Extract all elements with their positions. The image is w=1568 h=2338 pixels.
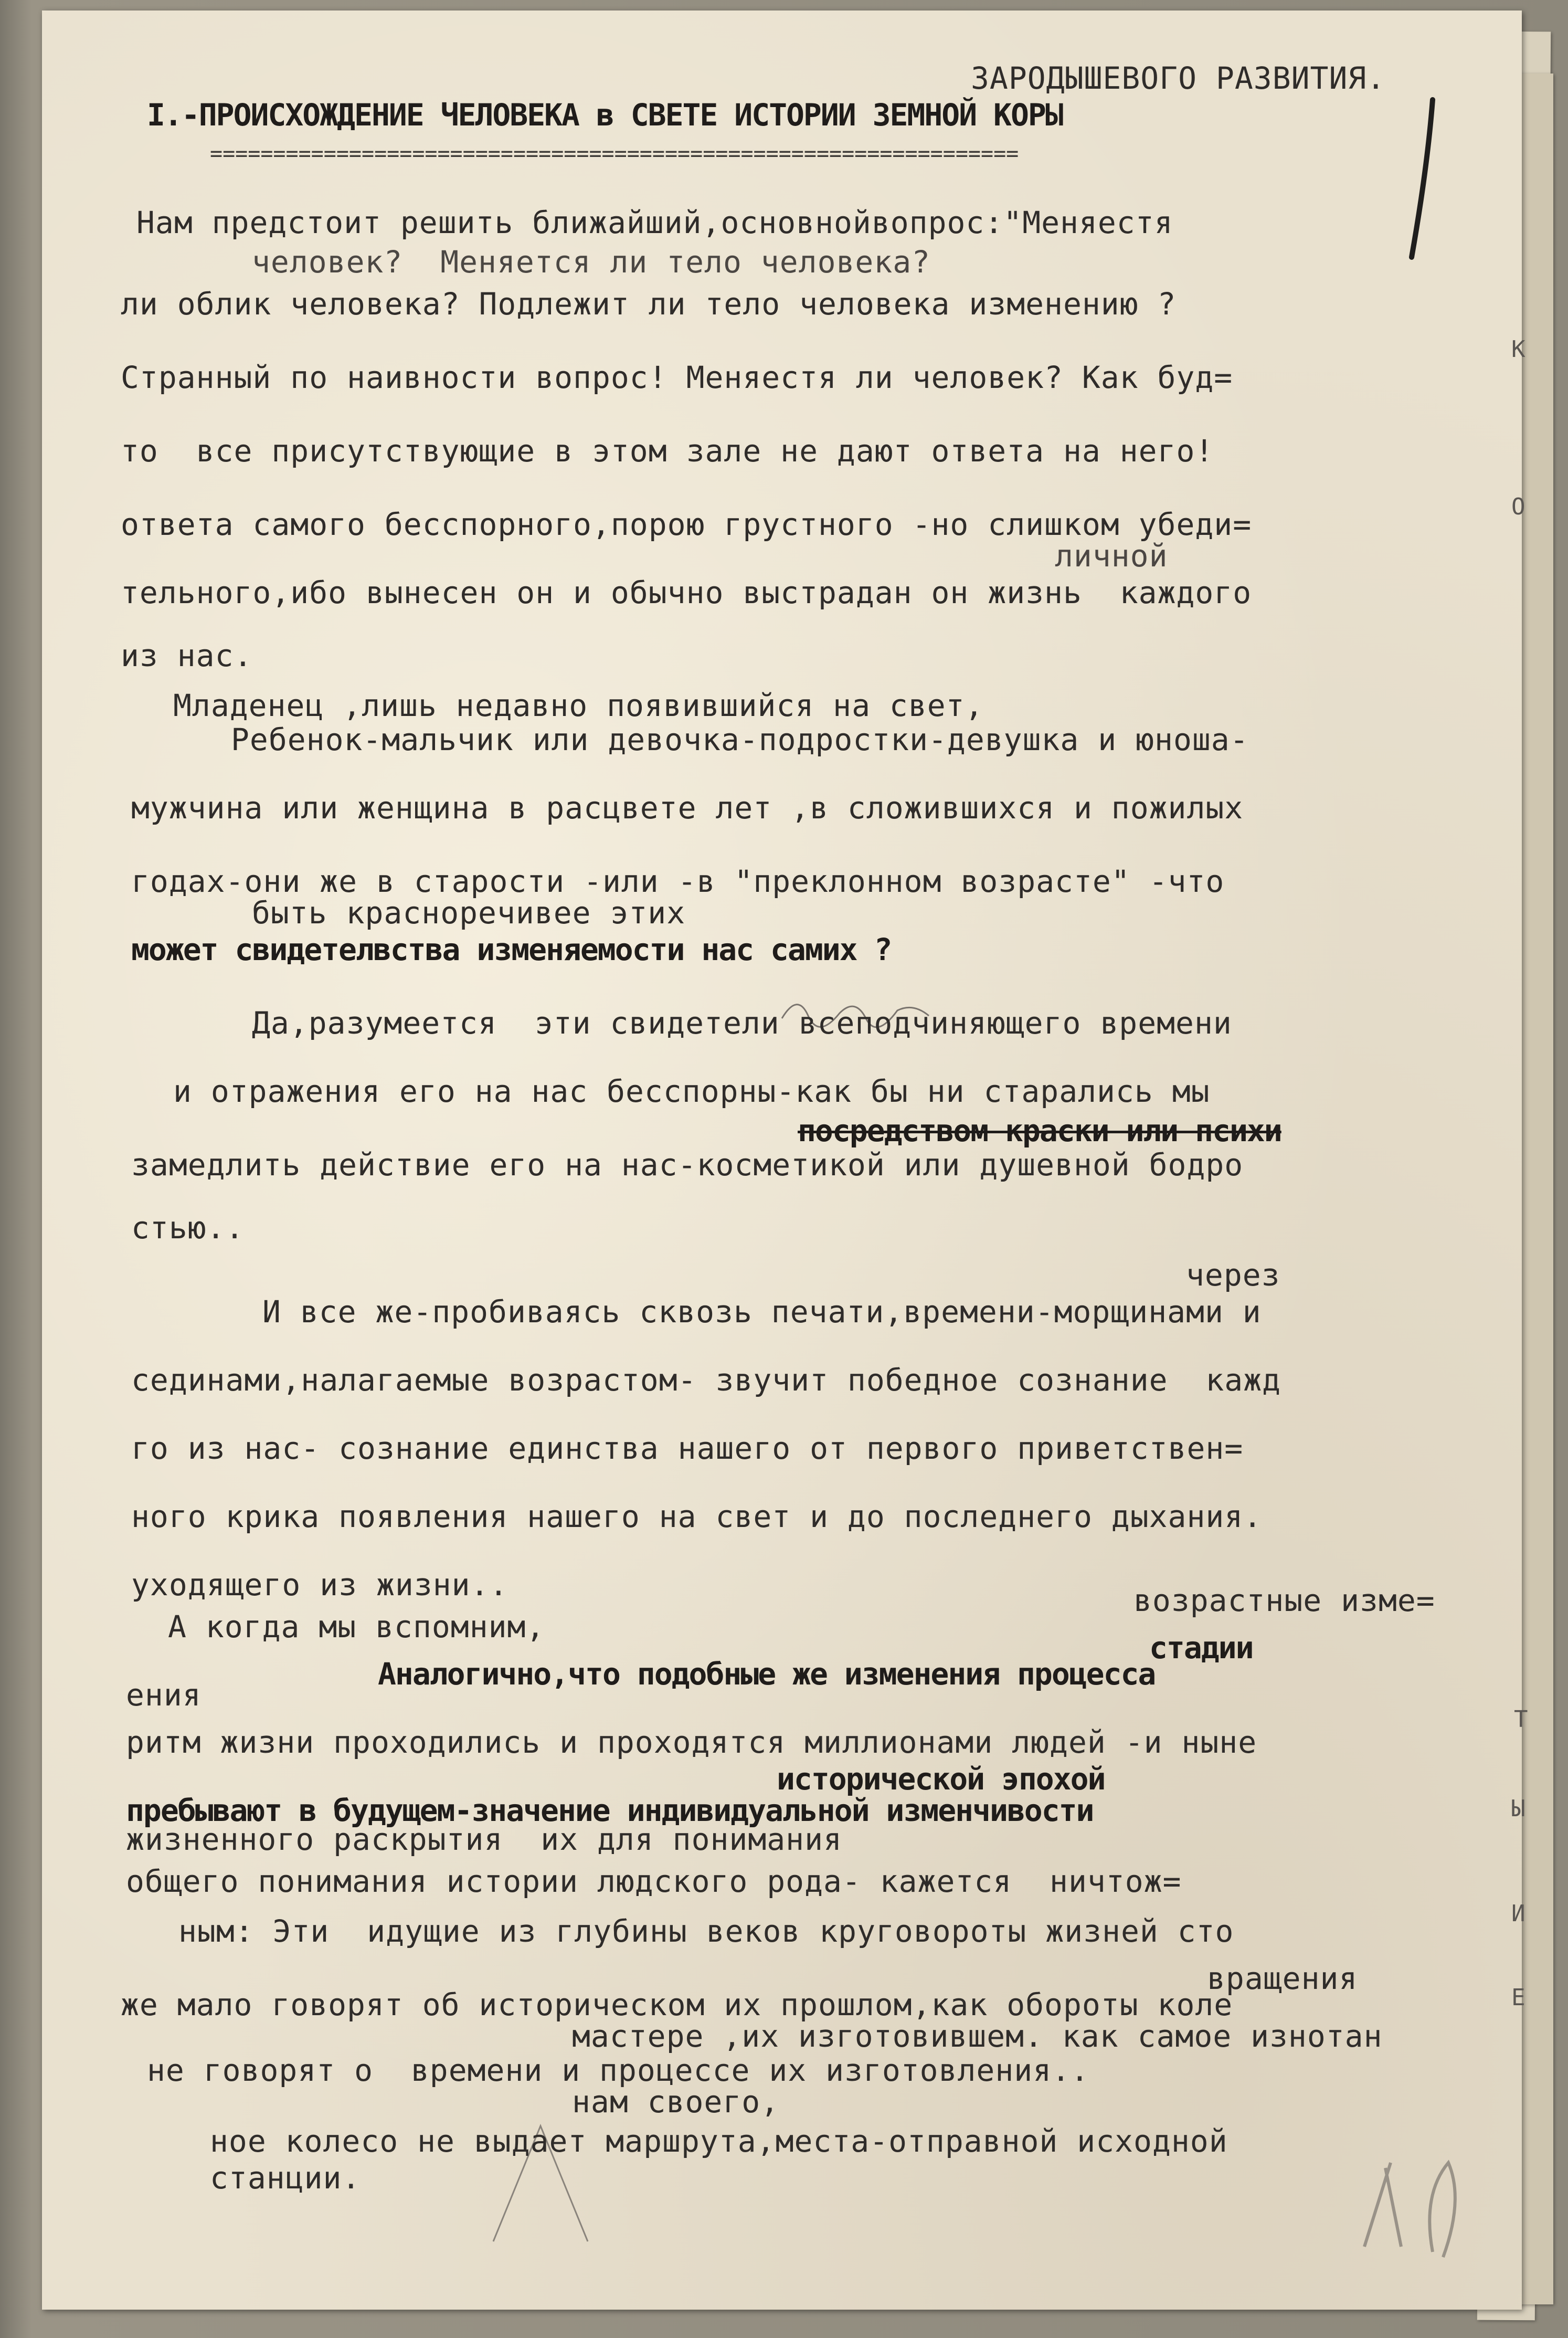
- text-line: Аналогично,что подобные же изменения процесса: [378, 1656, 1156, 1692]
- text-line: И все же-пробиваясь сквозь печати,времени-морщинами и: [262, 1294, 1262, 1330]
- text-line: станции.: [210, 2160, 361, 2196]
- text-line-insert: через: [1186, 1257, 1280, 1293]
- text-line: сединами,налагаемые возрастом- звучит победное сознание кажд: [131, 1362, 1281, 1398]
- text-line: уходящего из жизни..: [131, 1567, 508, 1603]
- text-line-insert: нам своего,: [572, 2084, 780, 2120]
- text-line: ным: Эти идущие из глубины веков круговороты жизней сто: [178, 1913, 1234, 1949]
- text-line: мужчина или женщина в расцвете лет ,в сложившихся и пожилых: [131, 790, 1244, 826]
- text-line: ритм жизни проходились и проходятся миллиoнами людей -и ныне: [126, 1724, 1257, 1760]
- text-line: мастере ,их изготовившем. как самое изнотан: [572, 2018, 1383, 2054]
- underlying-page-letter: Е: [1511, 1984, 1525, 2011]
- text-line: общего понимания истории людского рода- кажется ничтож=: [126, 1863, 1182, 1899]
- text-line: из нас.: [121, 638, 253, 673]
- text-line: же мало говорят об историческом их прошлом,как оборoты коле: [121, 1987, 1233, 2023]
- underlying-page-letter: Ы: [1511, 1795, 1525, 1822]
- page-mark-stroke: [1385, 94, 1448, 268]
- text-line: ответа самого бесспорного,порою грустного -но слишком убеди=: [121, 507, 1252, 542]
- text-line: Да,разумеется эти свидетели всеподчиняющего времени: [252, 1005, 1232, 1041]
- text-line-struck: посредством краски или психи: [798, 1113, 1281, 1149]
- text-line: ное колесо не выдает маршрута,места-отправной исходной: [210, 2123, 1228, 2159]
- page-number-handwritten: [1343, 2131, 1480, 2268]
- text-line: Странный по наивности вопрос! Меняестя ли человек? Как буд=: [121, 360, 1233, 395]
- title-underline: ================================================================: [210, 142, 1019, 166]
- underlying-page-letter: И: [1511, 1900, 1525, 1927]
- text-line: то все присутствующие в этом зале не дают ответа на него!: [121, 433, 1214, 469]
- text-line-insert: возрастные изме=: [1133, 1583, 1435, 1618]
- underlying-page-letter: Т: [1514, 1706, 1528, 1733]
- typewritten-page: [42, 10, 1522, 2310]
- underlying-page-letter: К: [1511, 336, 1525, 363]
- text-line: ного крика появления нашего на свет и до последнего дыхания.: [131, 1499, 1263, 1534]
- underlying-page-letter: О: [1511, 493, 1525, 520]
- text-line: Ребенок-мальчик или девочка-подростки-девушка и юноша-: [231, 722, 1249, 757]
- text-line: го из нас- сознание единства нашего от первого приветствен=: [131, 1430, 1244, 1466]
- text-line: не говорят о времени и процессе их изготовления..: [147, 2052, 1089, 2088]
- text-line-insert: ения: [126, 1677, 202, 1713]
- page-title: I.-ПРОИСХОЖДЕНИЕ ЧЕЛОВЕКА в СВЕТЕ ИСТОРИИ ЗЕМНОЙ КОРЫ: [147, 97, 1063, 133]
- text-line: Нам предстоит решить ближайший,основнойвопрос:"Меняестя: [136, 205, 1173, 240]
- text-line: пребывают в будущем-значение индивидуальной изменчивости: [126, 1793, 1094, 1828]
- text-line: ли облик человека? Подлежит ли тело человека изменению ?: [121, 286, 1177, 322]
- text-line-insert: исторической эпохой: [777, 1761, 1105, 1797]
- header-right-note: ЗАРОДЫШЕВОГО РАЗВИТИЯ.: [971, 60, 1386, 96]
- text-line: А когда мы вспомним,: [168, 1609, 545, 1645]
- text-line: стью..: [131, 1210, 245, 1246]
- text-line: годах-они же в старости -или -в "преклонном возрасте" -что: [131, 863, 1225, 899]
- text-line-insert: человек? Меняется ли тело человека?: [252, 244, 931, 280]
- text-line: замедлить действие его на нас-косметикой или душевной бодро: [131, 1147, 1244, 1183]
- text-line-insert: вращения: [1207, 1961, 1358, 1996]
- text-line: может свидетелвства изменяемости нас самих ?: [131, 932, 892, 967]
- text-line: и отражения его на нас бесспорны-как бы ни старались мы: [173, 1073, 1210, 1109]
- text-line-insert: стадии: [1149, 1630, 1253, 1666]
- text-line-insert: быть красноречивее этих: [252, 895, 686, 931]
- text-line: Младенец ,лишь недавно появившийся на свет,: [173, 688, 984, 723]
- text-line: жизненного раскрытия их для понимания: [126, 1821, 842, 1857]
- text-line: тельного,ибо вынесен он и обычно выстрадан он жизнь каждого: [121, 575, 1252, 610]
- text-line-insert: личной: [1055, 538, 1168, 574]
